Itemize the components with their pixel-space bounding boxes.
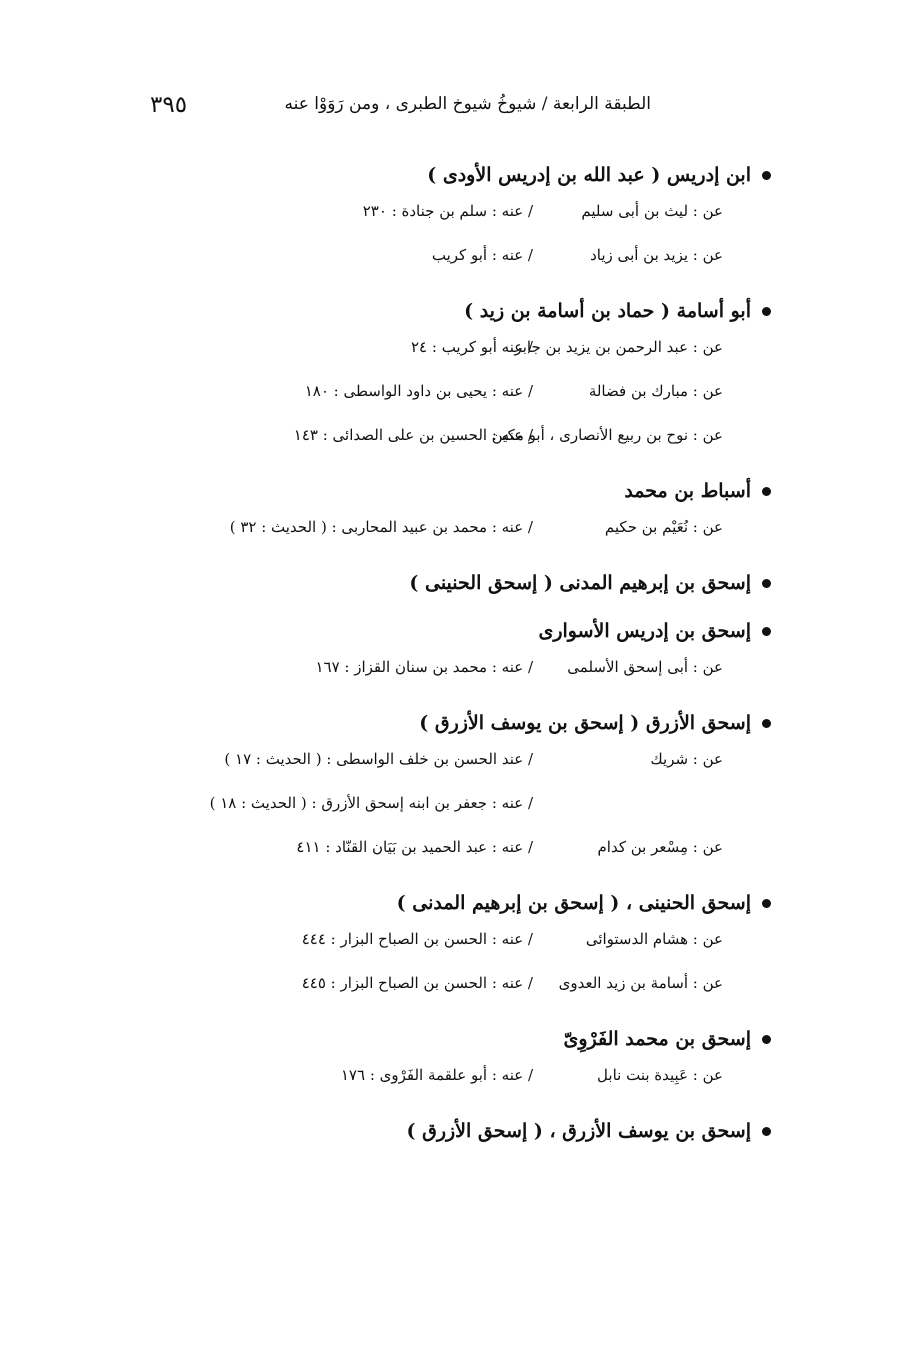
narration-line [151, 190, 771, 234]
entry-heading-text: إسحق بن إبرهيم المدنى ( إسحق الحنينى ) [409, 572, 751, 594]
entry-heading-text: إسحق بن محمد الفَرْوِىّ [563, 1028, 751, 1050]
bullet-icon [762, 627, 771, 636]
bullet-icon [762, 1035, 771, 1044]
narrated-by: / عنه : يحيى بن داود الواسطى : ١٨٠ [304, 382, 533, 400]
bullet-icon [762, 1127, 771, 1136]
entry-heading [151, 476, 771, 506]
page-header [0, 92, 921, 122]
narrated-from: عن : شريك [650, 750, 723, 768]
narrated-by: / عنه : الحسين بن على الصدائى : ١٤٣ [293, 426, 533, 444]
narration-line [151, 826, 771, 870]
narration-line [151, 506, 771, 550]
narration-line [151, 414, 771, 458]
entry [151, 888, 771, 1006]
entry [151, 1116, 771, 1146]
bullet-icon [762, 719, 771, 728]
entry [151, 708, 771, 870]
narrated-from: عن : عَبِيدة بنت نابل [597, 1066, 723, 1084]
narrated-by: / عنه : جعفر بن ابنه إسحق الأزرق : ( الحديث : ١٨ ) [209, 794, 533, 812]
entry [151, 160, 771, 278]
entry-heading-text: إسحق الحنينى ، ( إسحق بن إبرهيم المدنى ) [396, 892, 751, 914]
running-title: الطبقة الرابعة / شيوخُ شيوخ الطبرى ، ومن رَوَوْا عنه [284, 94, 651, 114]
entries-list [151, 160, 771, 1164]
narration-line [151, 738, 771, 782]
entry [151, 1024, 771, 1098]
entry-heading [151, 616, 771, 646]
narration-line [151, 370, 771, 414]
entry [151, 616, 771, 690]
narrated-from: عن : يزيد بن أبى زياد [590, 246, 723, 264]
narrated-by: / عنه : أبو كريب [431, 246, 533, 264]
narrated-by: / عنه : محمد بن سنان القزاز : ١٦٧ [315, 658, 533, 676]
entry-heading [151, 568, 771, 598]
entry-heading [151, 1116, 771, 1146]
narrated-from: عن : أسامة بن زيد العدوى [558, 974, 723, 992]
narrated-from: عن : عبد الرحمن بن يزيد بن جابر [514, 338, 723, 356]
entry-heading [151, 888, 771, 918]
entry-heading-text: إسحق الأزرق ( إسحق بن يوسف الأزرق ) [419, 712, 751, 734]
narrated-by: / عنه : الحسن بن الصباح البزار : ٤٤٤ [301, 930, 533, 948]
entry-heading [151, 296, 771, 326]
entry-heading-text: إسحق بن إدريس الأسوارى [538, 620, 751, 642]
entry-heading-text: أسباط بن محمد [624, 480, 751, 502]
narration-line [151, 326, 771, 370]
narrated-from: عن : نوح بن ربيع الأنصارى ، أبو مكين [491, 426, 723, 444]
narrated-by: / عنه أبو كريب : ٢٤ [410, 338, 533, 356]
narrated-by: / عنه : الحسن بن الصباح البزار : ٤٤٥ [301, 974, 533, 992]
bullet-icon [762, 307, 771, 316]
narrated-by: / عنه : أبو علقمة الفَرْوى : ١٧٦ [340, 1066, 533, 1084]
narrated-by: / عنه : عبد الحميد بن بَيَان القنّاد : ٤١١ [296, 838, 533, 856]
narration-line [151, 782, 771, 826]
narrated-from: عن : مبارك بن فضالة [588, 382, 723, 400]
page-number: ٣٩٥ [150, 92, 188, 118]
bullet-icon [762, 579, 771, 588]
narration-line [151, 234, 771, 278]
entry-heading-text: ابن إدريس ( عبد الله بن إدريس الأودى ) [427, 164, 751, 186]
bullet-icon [762, 899, 771, 908]
narrated-from: عن : أبى إسحق الأسلمى [567, 658, 723, 676]
narration-line [151, 1054, 771, 1098]
narrated-by: / عنه : سلم بن جنادة : ٢٣٠ [362, 202, 533, 220]
entry-heading-text: إسحق بن يوسف الأزرق ، ( إسحق الأزرق ) [406, 1120, 751, 1142]
entry [151, 568, 771, 598]
entry-heading [151, 160, 771, 190]
narrated-by: / عند الحسن بن خلف الواسطى : ( الحديث : ١٧ ) [224, 750, 533, 768]
entry [151, 476, 771, 550]
entry [151, 296, 771, 458]
narration-line [151, 918, 771, 962]
narrated-by: / عنه : محمد بن عبيد المحاربى : ( الحديث : ٣٢ ) [229, 518, 533, 536]
narrated-from: عن : نُعَيْم بن حكيم [604, 518, 723, 536]
narrated-from: عن : هشام الدستوائى [585, 930, 723, 948]
entry-heading-text: أبو أسامة ( حماد بن أسامة بن زيد ) [464, 300, 751, 322]
bullet-icon [762, 171, 771, 180]
narrated-from: عن : مِسْعر بن كدام [597, 838, 723, 856]
narration-line [151, 962, 771, 1006]
entry-heading [151, 708, 771, 738]
narration-line [151, 646, 771, 690]
narrated-from: عن : ليث بن أبى سليم [581, 202, 723, 220]
entry-heading [151, 1024, 771, 1054]
bullet-icon [762, 487, 771, 496]
